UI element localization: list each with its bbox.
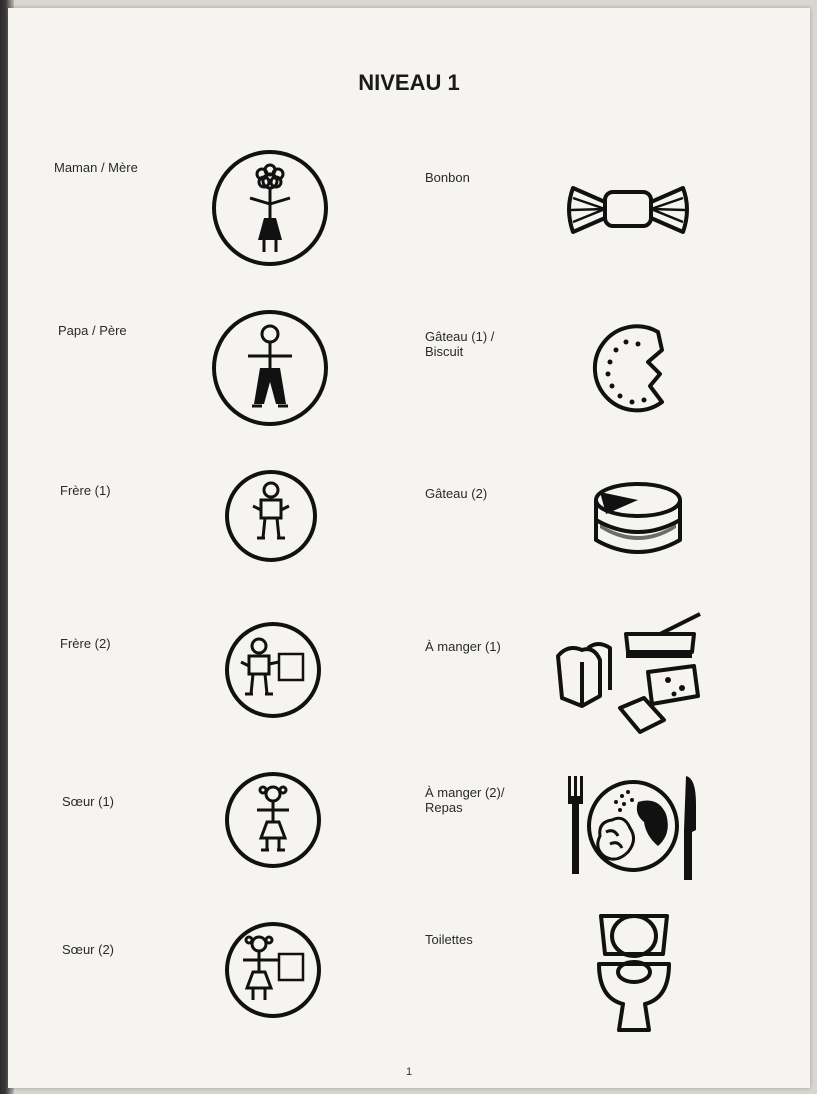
biscuit-icon [588, 320, 678, 420]
label-meal: À manger (2)/ Repas [425, 785, 505, 815]
label-brother-2: Frère (2) [60, 636, 111, 651]
cake-icon [586, 474, 686, 564]
label-food: À manger (1) [425, 639, 501, 654]
label-biscuit: Gâteau (1) / Biscuit [425, 329, 495, 359]
page [8, 8, 810, 1088]
page-number: 1 [405, 1066, 413, 1078]
toilet-icon [593, 908, 675, 1038]
page-title: NIVEAU 1 [358, 70, 460, 95]
label-candy: Bonbon [425, 170, 470, 185]
mother-icon [210, 148, 330, 268]
brother-with-board-icon [223, 620, 325, 722]
label-sister-1: Sœur (1) [62, 794, 114, 809]
sister-with-board-icon [223, 920, 325, 1022]
label-sister-2: Sœur (2) [62, 942, 114, 957]
label-toilet: Toilettes [425, 932, 473, 947]
label-brother-1: Frère (1) [60, 483, 111, 498]
meal-icon [558, 774, 708, 884]
candy-icon [563, 176, 693, 246]
brother-icon [223, 468, 319, 564]
label-cake: Gâteau (2) [425, 486, 488, 501]
label-mother: Maman / Mère [54, 160, 138, 175]
father-icon [210, 308, 330, 428]
food-icon [548, 604, 708, 736]
label-father: Papa / Père [58, 323, 127, 338]
sister-icon [223, 770, 325, 872]
